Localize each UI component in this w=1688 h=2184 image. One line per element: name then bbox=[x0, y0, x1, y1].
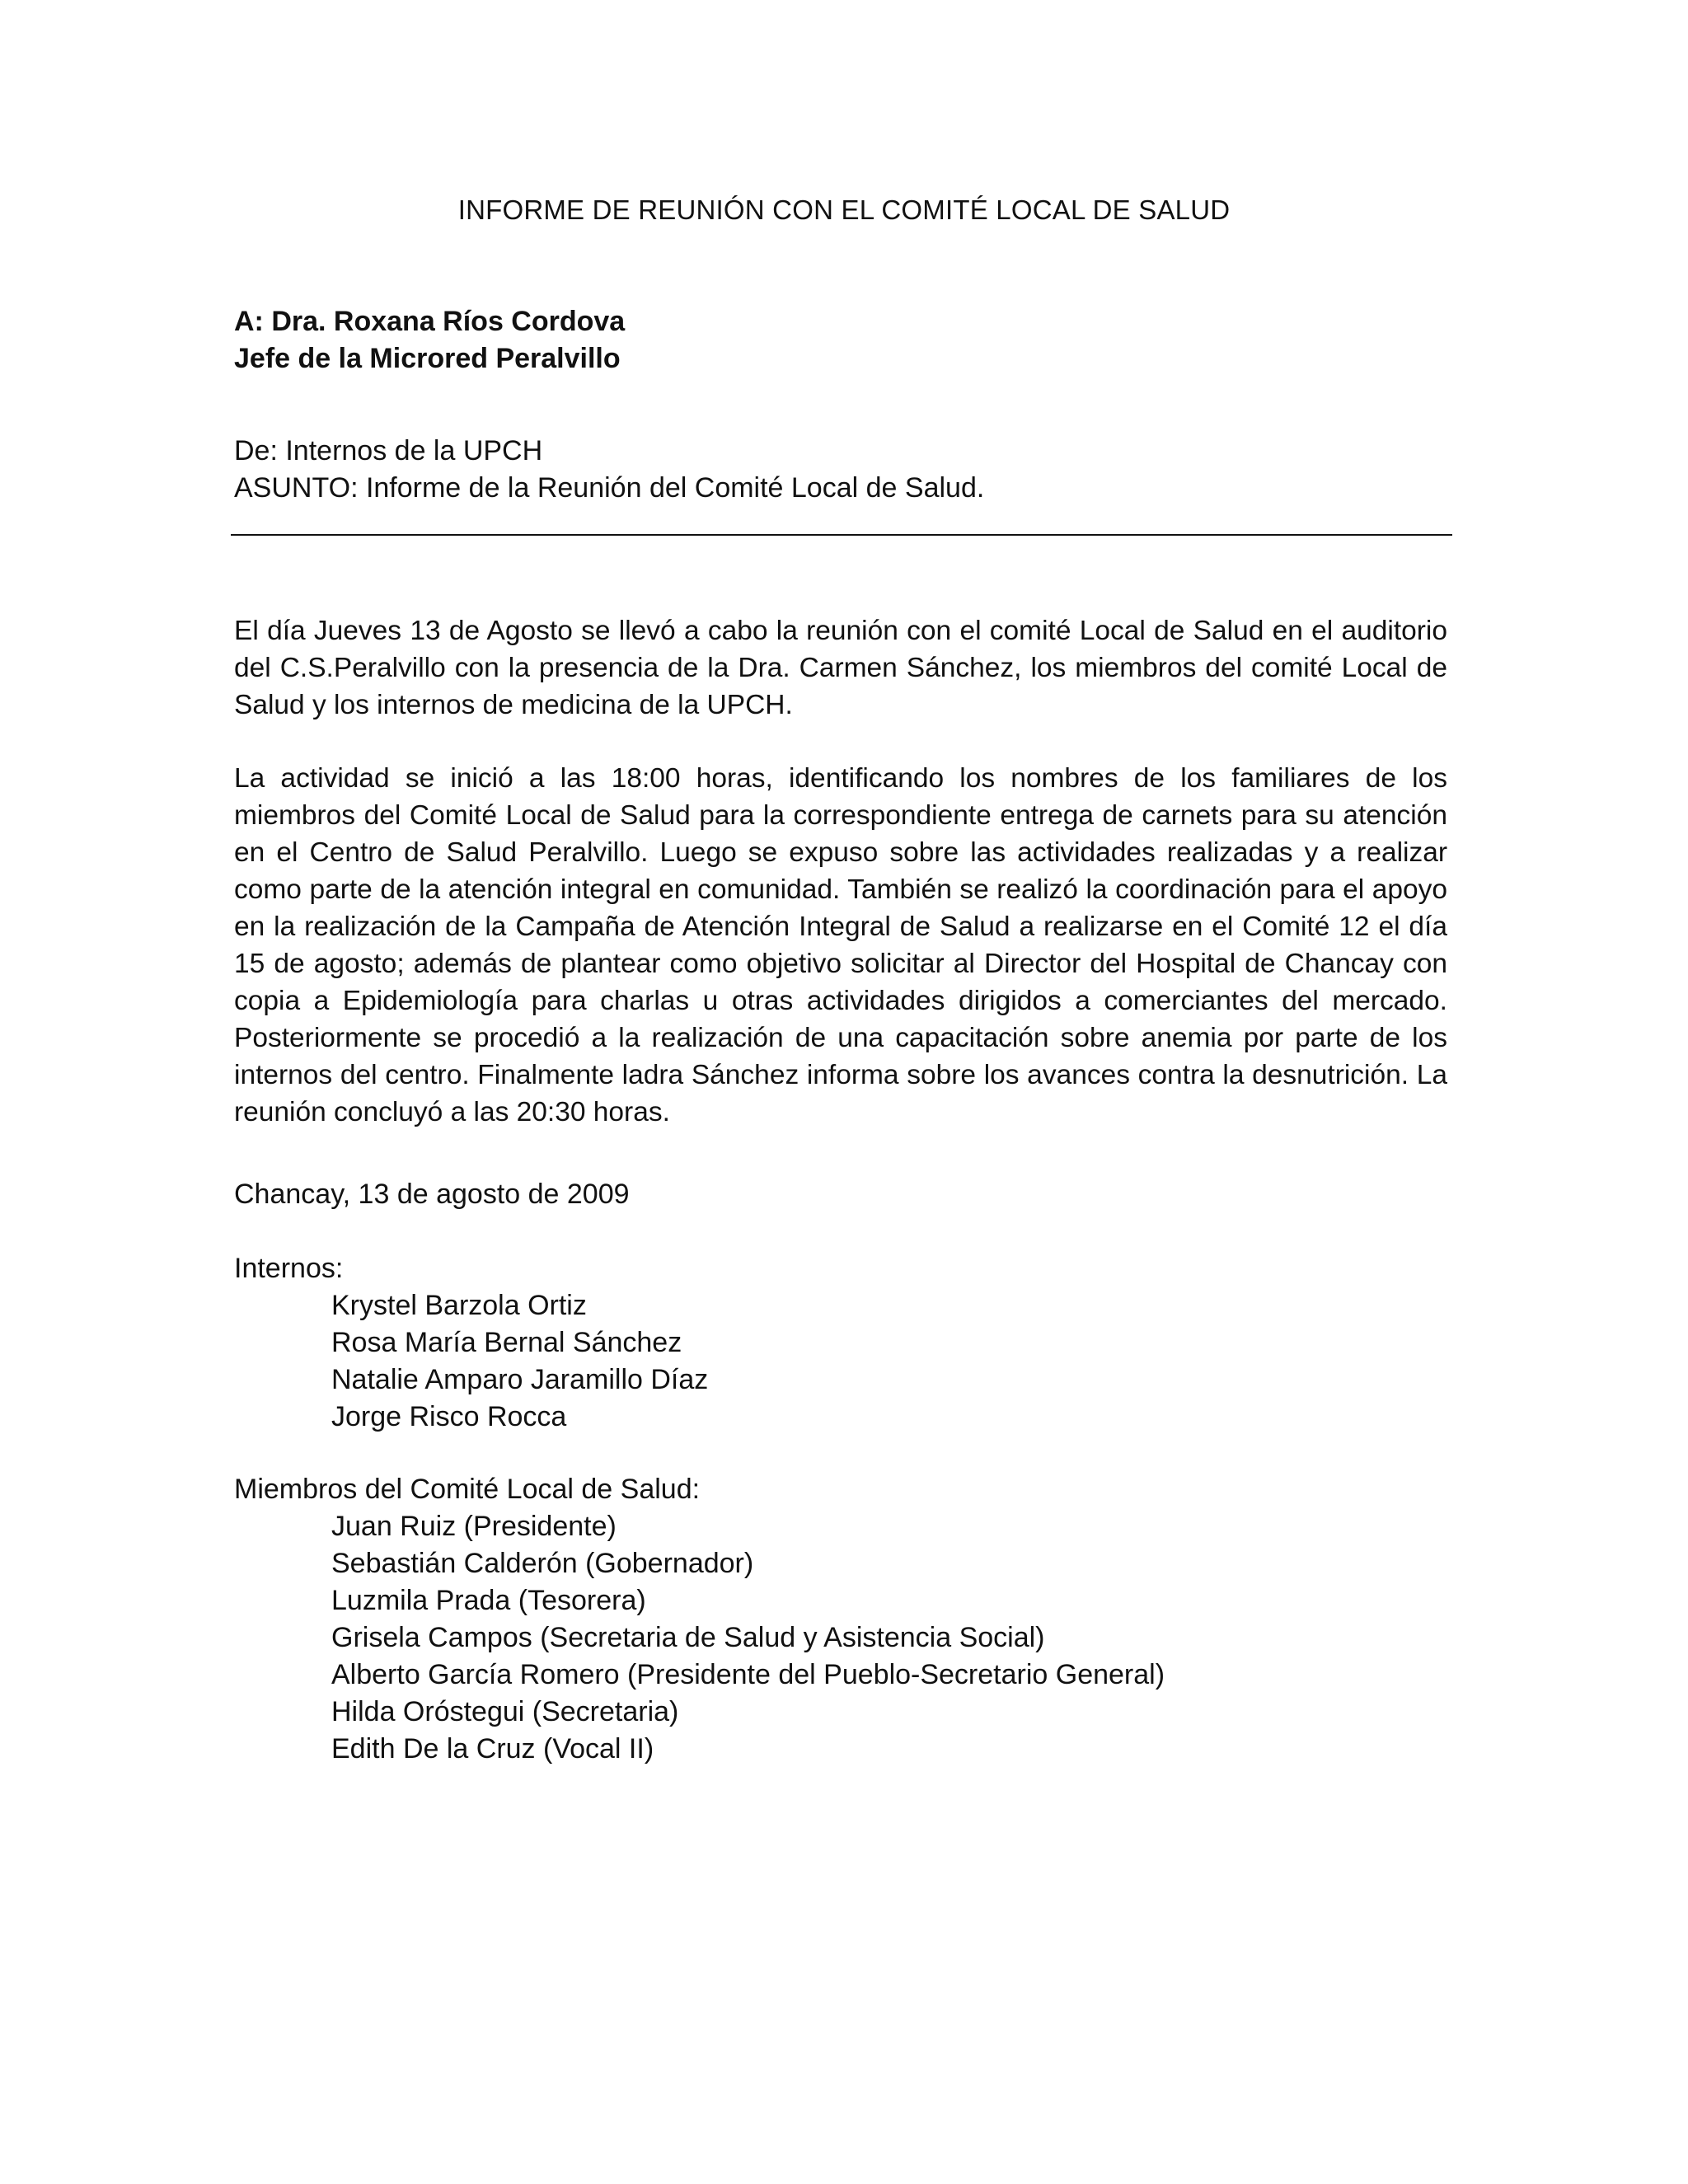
recipient-block bbox=[234, 303, 625, 377]
list-item: Jorge Risco Rocca bbox=[331, 1401, 567, 1432]
members-heading: Miembros del Comité Local de Salud: bbox=[234, 1474, 701, 1505]
interns-heading: Internos: bbox=[234, 1253, 344, 1284]
header-divider bbox=[231, 534, 1452, 536]
list-item: Sebastián Calderón (Gobernador) bbox=[331, 1548, 754, 1579]
recipient-name: A: Dra. Roxana Ríos Cordova bbox=[234, 306, 626, 337]
list-item: Rosa María Bernal Sánchez bbox=[331, 1327, 682, 1358]
date-line: Chancay, 13 de agosto de 2009 bbox=[234, 1179, 630, 1210]
sender-line: De: Internos de la UPCH bbox=[234, 435, 543, 466]
subject-line: ASUNTO: Informe de la Reunión del Comité Local de Salud. bbox=[234, 472, 985, 504]
interns-section bbox=[234, 1250, 708, 1436]
list-item: Hilda Oróstegui (Secretaria) bbox=[331, 1696, 679, 1727]
recipient-position: Jefe de la Microred Peralvillo bbox=[234, 343, 621, 374]
list-item: Krystel Barzola Ortiz bbox=[331, 1290, 587, 1321]
body-paragraph-2: La actividad se inició a las 18:00 horas, identificando los nombres de los familiares de los miembros del Comité Local de Salud para la correspondiente entrega de carnets para su atención en el Centro de Salud Peralvillo. Luego se expuso sobre las actividades realizadas y a realizar como parte de la atención integral en comunidad. También se realizó la coordinación para el apoyo en la realización de la Campaña de Atención Integral de Salud a realizarse en el Comité 12 el día 15 de agosto; además de plantear como objetivo solicitar al Director del Hospital de Chancay con copia a Epidemiología para charlas u otras actividades dirigidos a comerciantes del mercado. Posteriormente se procedió a la realización de una capacitación sobre anemia por parte de los internos del centro. Finalmente ladra Sánchez informa sobre los avances contra la desnutrición. La reunión concluyó a las 20:30 horas. bbox=[234, 763, 1447, 1127]
body-paragraph-1: El día Jueves 13 de Agosto se llevó a cabo la reunión con el comité Local de Salud en el auditorio del C.S.Peralvillo con la presencia de la Dra. Carmen Sánchez, los miembros del comité Local de Salud y los internos de medicina de la UPCH. bbox=[234, 616, 1447, 720]
list-item: Grisela Campos (Secretaria de Salud y Asistencia Social) bbox=[331, 1622, 1045, 1653]
list-item: Luzmila Prada (Tesorera) bbox=[331, 1585, 646, 1616]
interns-list bbox=[234, 1287, 708, 1436]
members-section bbox=[234, 1471, 1165, 1768]
document-title: INFORME DE REUNIÓN CON EL COMITÉ LOCAL DE SALUD bbox=[457, 194, 1231, 225]
list-item: Juan Ruiz (Presidente) bbox=[331, 1511, 617, 1542]
list-item: Alberto García Romero (Presidente del Pueblo-Secretario General) bbox=[331, 1659, 1165, 1690]
list-item: Edith De la Cruz (Vocal II) bbox=[331, 1733, 654, 1765]
members-list bbox=[234, 1508, 1165, 1768]
sender-block bbox=[234, 433, 984, 507]
list-item: Natalie Amparo Jaramillo Díaz bbox=[331, 1364, 709, 1395]
